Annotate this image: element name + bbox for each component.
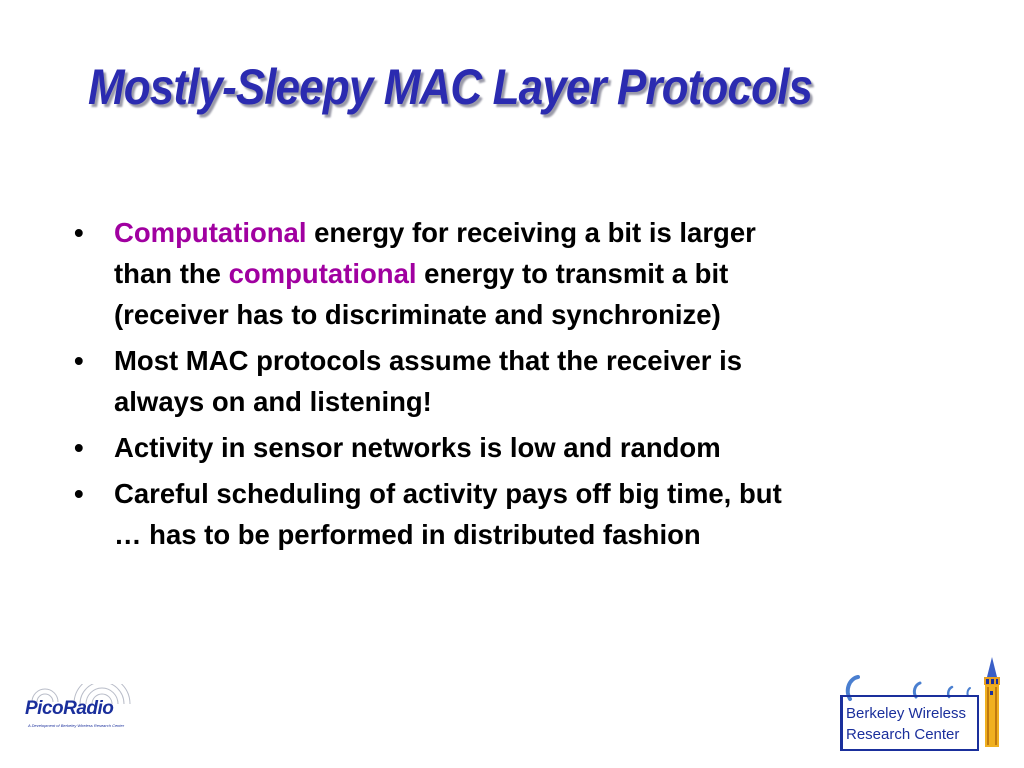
bullet-marker: • <box>74 217 84 248</box>
bullet-line: always on and listening! <box>114 386 432 417</box>
bullet-line: (receiver has to discriminate and synchronize) <box>114 299 721 330</box>
bullet-item <box>72 427 972 468</box>
bullet-marker: • <box>74 478 84 509</box>
highlight-word: computational <box>228 258 417 289</box>
bullet-item <box>72 212 972 335</box>
bwrc-name-line2: Research Center <box>846 726 960 743</box>
bwrc-logo <box>836 655 1014 750</box>
bullet-line: than the computational energy to transmit a bit <box>114 258 729 289</box>
bwrc-name-line1: Berkeley Wireless <box>846 705 967 722</box>
bullet-item <box>72 340 972 422</box>
bullet-line: Computational energy for receiving a bit is larger <box>114 217 756 248</box>
bullet-item <box>72 473 972 555</box>
bullet-line: Most MAC protocols assume that the receiver is <box>114 345 743 376</box>
bullet-marker: • <box>74 345 84 376</box>
bullet-list <box>72 212 972 560</box>
bullet-line: Careful scheduling of activity pays off big time, but <box>114 478 782 509</box>
picoradio-subtitle: A Development of Berkeley Wireless Research Center <box>28 723 125 728</box>
bullet-line: … has to be performed in distributed fashion <box>114 519 701 550</box>
bullet-line: Activity in sensor networks is low and random <box>114 432 721 463</box>
bullet-marker: • <box>74 432 84 463</box>
picoradio-wordmark: PicoRadio <box>25 698 114 719</box>
picoradio-logo <box>22 684 134 744</box>
slide-title: Mostly-Sleepy MAC Layer Protocols <box>88 59 813 115</box>
highlight-word: Computational <box>114 217 307 248</box>
